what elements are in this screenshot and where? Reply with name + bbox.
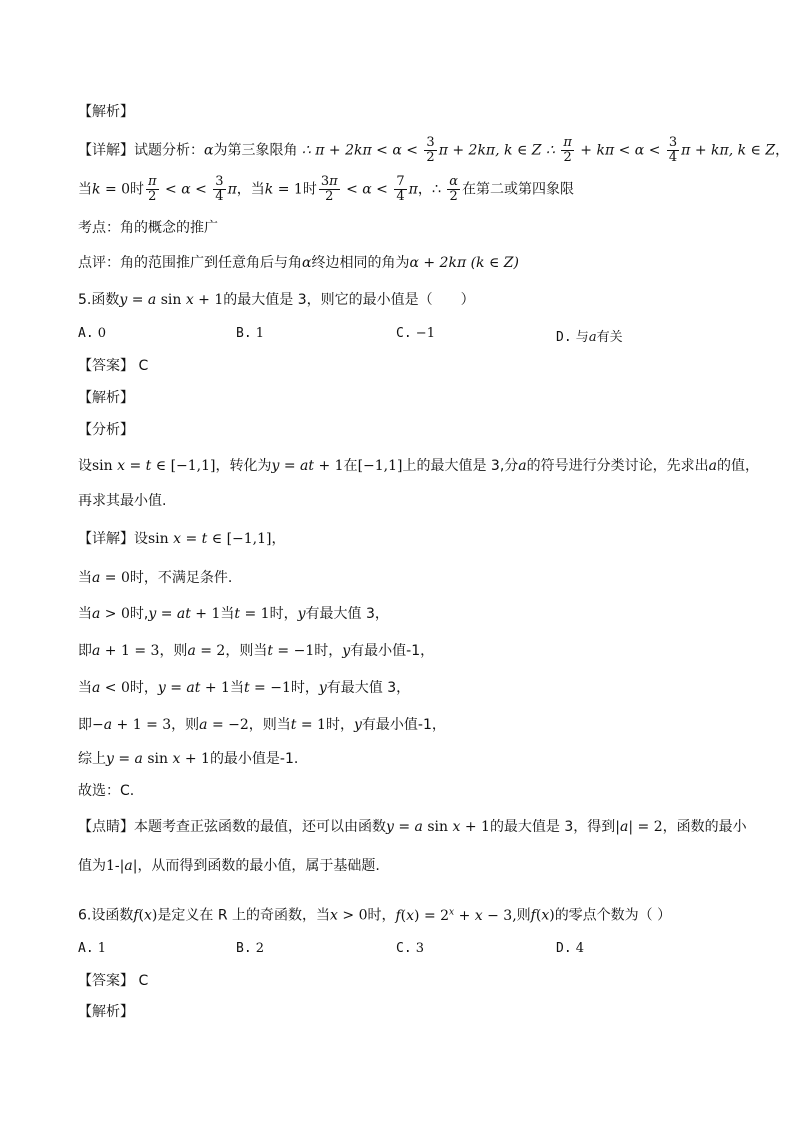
q5-option-b: B. 1 xyxy=(236,326,265,341)
fraction: $\frac{\pi}{2}$ xyxy=(148,174,157,204)
detail-line-2: 当k = 0时 $\frac{\pi}{2}$ < α < $\frac{3}{4}$ π，当k = 1时 $\frac{3\pi}{2}$ < α < $\frac{7}{4}$ π，∴ $\frac{\alpha}{2}$ 在第二或第四象限 xyxy=(78,174,574,204)
section-jiexi: 【解析】 xyxy=(78,104,134,120)
math: k = 1 xyxy=(264,181,303,198)
math: π + 2kπ, k ∈ Z ∴ xyxy=(438,142,560,159)
math: + kπ < α < xyxy=(575,142,665,159)
text: 在 xyxy=(343,458,358,474)
fraction: $\frac{7}{4}$ xyxy=(396,174,405,204)
math: < α < xyxy=(160,181,212,198)
text: ，转化为 xyxy=(215,458,272,474)
text: 时 xyxy=(302,181,317,198)
math: α + 2kπ (k ∈ Z) xyxy=(409,255,519,271)
text: 上的最大值是 3,分 xyxy=(402,458,519,474)
q5-jiexi: 【解析】 xyxy=(78,390,134,406)
fraction: $\frac{\alpha}{2}$ xyxy=(449,174,458,204)
math: sin x = t ∈ [−1,1] xyxy=(92,458,216,474)
math: k = 0 xyxy=(92,181,131,198)
text: 的值， xyxy=(717,458,760,474)
q5-option-d: D. 与a有关 xyxy=(556,330,623,345)
text: 试题分析： xyxy=(134,142,204,159)
q6-stem: 6.设函数f(x)是定义在 R 上的奇函数，当x > 0时，$f(x) = 2^x + x - 3$,则f(x)的零点个数为（ ） xyxy=(78,907,672,924)
text: 的符号进行分类讨论，先求出 xyxy=(526,458,709,474)
fraction: $\frac{3}{4}$ xyxy=(668,135,678,165)
dianping-line xyxy=(78,254,519,272)
text: 当 xyxy=(78,181,92,198)
section-dianjing: 【点睛】 xyxy=(78,819,134,835)
math: y = a sin x + 1 xyxy=(119,292,224,308)
fraction: $\frac{3\pi}{2}$ xyxy=(320,174,338,204)
q6-option-b: B. 2 xyxy=(236,941,265,956)
q6-option-c: C. 3 xyxy=(396,941,425,956)
q5-fenxi-head: 【分析】 xyxy=(78,422,134,438)
math: a xyxy=(708,458,718,474)
detail-line-1: 【详解】试题分析：α为第三象限角 ∴ π + 2kπ < α < $\frac{3}{2}$ π + 2kπ, k ∈ Z ∴ $\frac{\pi}{2}$ + kπ < α < $\frac{3}{4}$ π + kπ, k ∈ Z， xyxy=(78,135,790,165)
math: α xyxy=(302,255,312,271)
math: sin x = t ∈ [−1,1] xyxy=(148,531,272,547)
math: a xyxy=(518,458,527,474)
fraction: $\frac{3}{4}$ xyxy=(215,174,224,204)
q5-conclusion: 故选：C. xyxy=(78,783,135,799)
text: 终边相同的角为 xyxy=(311,255,410,271)
q5-fenxi-line-1 xyxy=(78,457,759,475)
q5-fenxi-line-2: 再求其最小值. xyxy=(78,493,167,509)
text: 时 xyxy=(130,181,145,198)
q5-detail-line-5: 当a < 0时，y = at + 1当t = −1时，y有最大值 3， xyxy=(78,680,411,696)
q6-option-a: A. 1 xyxy=(78,941,107,956)
q5-dianjing-line-2: 值为1-|a|，从而得到函数的最小值，属于基础题. xyxy=(78,858,380,874)
q5-detail-line-4: 即a + 1 = 3，则a = 2，则当t = −1时，y有最小值-1， xyxy=(78,643,435,659)
math: π xyxy=(227,181,237,198)
text: 为第三象限角 xyxy=(213,142,298,159)
q5-answer: 【答案】 C xyxy=(78,358,149,374)
math: π xyxy=(408,181,418,198)
text: 设 xyxy=(78,458,92,474)
q5-detail-line-3: 当a > 0时,y = at + 1当t = 1时，y有最大值 3， xyxy=(78,606,389,622)
text: ，当 xyxy=(236,181,265,198)
q6-answer: 【答案】 C xyxy=(78,973,149,989)
text: 的最大值是 3，则它的最小值是（ ） xyxy=(223,292,475,308)
q5-detail-line-6: 即−a + 1 = 3，则a = −2，则当t = 1时，y有最小值-1， xyxy=(78,717,446,733)
q5-option-c: C. −1 xyxy=(396,326,435,341)
q5-stem xyxy=(78,291,475,309)
fraction: $\frac{\pi}{2}$ xyxy=(563,135,572,165)
q5-detail-line-1: 【详解】设sin x = t ∈ [−1,1]， xyxy=(78,531,286,547)
q5-detail-line-7: 综上y = a sin x + 1的最小值是-1. xyxy=(78,751,299,767)
math: [−1,1] xyxy=(357,458,403,474)
text: 设 xyxy=(134,531,148,547)
math: < α < xyxy=(341,181,393,198)
kaodian-line: 考点：角的概念的推广 xyxy=(78,220,218,236)
math: π + kπ, k ∈ Z xyxy=(681,142,776,159)
q5-dianjing-line-1: 【点睛】本题考查正弦函数的最值，还可以由函数y = a sin x + 1的最大值是 3，得到|a| = 2，函数的最小 xyxy=(78,819,747,835)
q5-detail-line-2: 当a = 0时，不满足条件. xyxy=(78,570,233,586)
q6-jiexi: 【解析】 xyxy=(78,1004,134,1020)
math: α xyxy=(204,142,214,159)
q5-option-a: A. 0 xyxy=(78,326,107,341)
math: ∴ π + 2kπ < α < xyxy=(297,142,423,159)
q6-option-d: D. 4 xyxy=(556,941,585,956)
section-xiangjie: 【详解】 xyxy=(78,142,134,159)
math: y = at + 1 xyxy=(271,458,344,474)
text: 5.函数 xyxy=(78,292,120,308)
fraction: $\frac{3}{2}$ xyxy=(426,135,435,165)
section-xiangjie: 【详解】 xyxy=(78,531,134,547)
text: 点评：角的范围推广到任意角后与角 xyxy=(78,255,302,271)
text: 在第二或第四象限 xyxy=(461,181,574,198)
